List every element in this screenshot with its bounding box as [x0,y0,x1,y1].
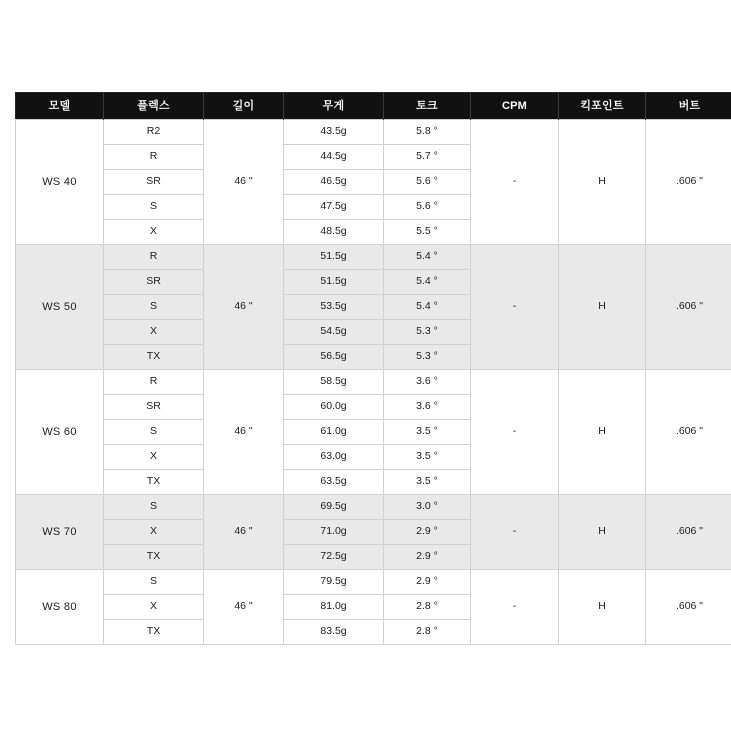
cell-flex: TX [104,545,204,570]
cell-weight: 44.5g [284,145,384,170]
cell-kickpoint: H [559,370,646,495]
cell-kickpoint: H [559,495,646,570]
cell-weight: 43.5g [284,120,384,145]
cell-kickpoint: H [559,120,646,245]
column-header-model: 모델 [16,93,104,120]
column-header-length: 길이 [204,93,284,120]
cell-kickpoint: H [559,570,646,645]
cell-torque: 5.8 ° [384,120,471,145]
table-row [16,495,731,520]
cell-weight: 81.0g [284,595,384,620]
cell-cpm: - [471,570,559,645]
cell-torque: 3.0 ° [384,495,471,520]
cell-length: 46 " [204,495,284,570]
cell-cpm: - [471,245,559,370]
cell-weight: 72.5g [284,545,384,570]
column-header-cpm: CPM [471,93,559,120]
cell-cpm: - [471,120,559,245]
cell-torque: 3.5 ° [384,420,471,445]
cell-torque: 5.7 ° [384,145,471,170]
table-header [16,93,731,120]
cell-torque: 5.4 ° [384,270,471,295]
cell-weight: 63.0g [284,445,384,470]
cell-butt: .606 " [646,495,731,570]
cell-torque: 5.5 ° [384,220,471,245]
cell-weight: 58.5g [284,370,384,395]
cell-flex: TX [104,345,204,370]
cell-weight: 61.0g [284,420,384,445]
cell-length: 46 " [204,120,284,245]
cell-torque: 5.4 ° [384,245,471,270]
cell-weight: 79.5g [284,570,384,595]
cell-flex: X [104,520,204,545]
cell-weight: 46.5g [284,170,384,195]
cell-weight: 60.0g [284,395,384,420]
cell-flex: R [104,145,204,170]
cell-flex: SR [104,270,204,295]
cell-cpm: - [471,370,559,495]
cell-flex: S [104,420,204,445]
cell-flex: X [104,320,204,345]
cell-length: 46 " [204,370,284,495]
cell-flex: S [104,570,204,595]
cell-weight: 56.5g [284,345,384,370]
cell-model: WS 70 [16,495,104,570]
cell-flex: SR [104,170,204,195]
cell-weight: 71.0g [284,520,384,545]
cell-torque: 2.9 ° [384,520,471,545]
cell-torque: 5.3 ° [384,345,471,370]
cell-flex: S [104,495,204,520]
cell-weight: 54.5g [284,320,384,345]
cell-length: 46 " [204,570,284,645]
cell-length: 46 " [204,245,284,370]
cell-flex: X [104,595,204,620]
cell-flex: R2 [104,120,204,145]
table-header-row [16,93,731,120]
cell-weight: 69.5g [284,495,384,520]
cell-torque: 5.4 ° [384,295,471,320]
column-header-torque: 토크 [384,93,471,120]
cell-flex: SR [104,395,204,420]
cell-torque: 3.5 ° [384,470,471,495]
cell-torque: 3.5 ° [384,445,471,470]
cell-flex: R [104,370,204,395]
cell-torque: 3.6 ° [384,395,471,420]
cell-torque: 2.9 ° [384,570,471,595]
cell-torque: 5.3 ° [384,320,471,345]
cell-weight: 47.5g [284,195,384,220]
cell-flex: R [104,245,204,270]
table-row [16,370,731,395]
table-row [16,245,731,270]
column-header-flex: 플렉스 [104,93,204,120]
cell-torque: 2.9 ° [384,545,471,570]
cell-flex: S [104,295,204,320]
column-header-butt: 버트 [646,93,731,120]
shaft-spec-table [15,92,731,645]
cell-flex: TX [104,470,204,495]
cell-flex: X [104,445,204,470]
cell-weight: 53.5g [284,295,384,320]
cell-torque: 5.6 ° [384,170,471,195]
cell-cpm: - [471,495,559,570]
table-body [16,120,731,645]
cell-kickpoint: H [559,245,646,370]
column-header-weight: 무게 [284,93,384,120]
cell-flex: S [104,195,204,220]
cell-torque: 3.6 ° [384,370,471,395]
cell-torque: 5.6 ° [384,195,471,220]
cell-butt: .606 " [646,245,731,370]
cell-torque: 2.8 ° [384,620,471,645]
cell-flex: X [104,220,204,245]
column-header-kickpoint: 킥포인트 [559,93,646,120]
cell-torque: 2.8 ° [384,595,471,620]
cell-model: WS 80 [16,570,104,645]
cell-model: WS 40 [16,120,104,245]
cell-weight: 48.5g [284,220,384,245]
cell-butt: .606 " [646,570,731,645]
cell-weight: 63.5g [284,470,384,495]
cell-flex: TX [104,620,204,645]
cell-butt: .606 " [646,120,731,245]
cell-weight: 83.5g [284,620,384,645]
cell-weight: 51.5g [284,270,384,295]
cell-model: WS 50 [16,245,104,370]
cell-model: WS 60 [16,370,104,495]
table-row [16,120,731,145]
cell-weight: 51.5g [284,245,384,270]
shaft-spec-table-container [15,92,716,645]
cell-butt: .606 " [646,370,731,495]
table-row [16,570,731,595]
